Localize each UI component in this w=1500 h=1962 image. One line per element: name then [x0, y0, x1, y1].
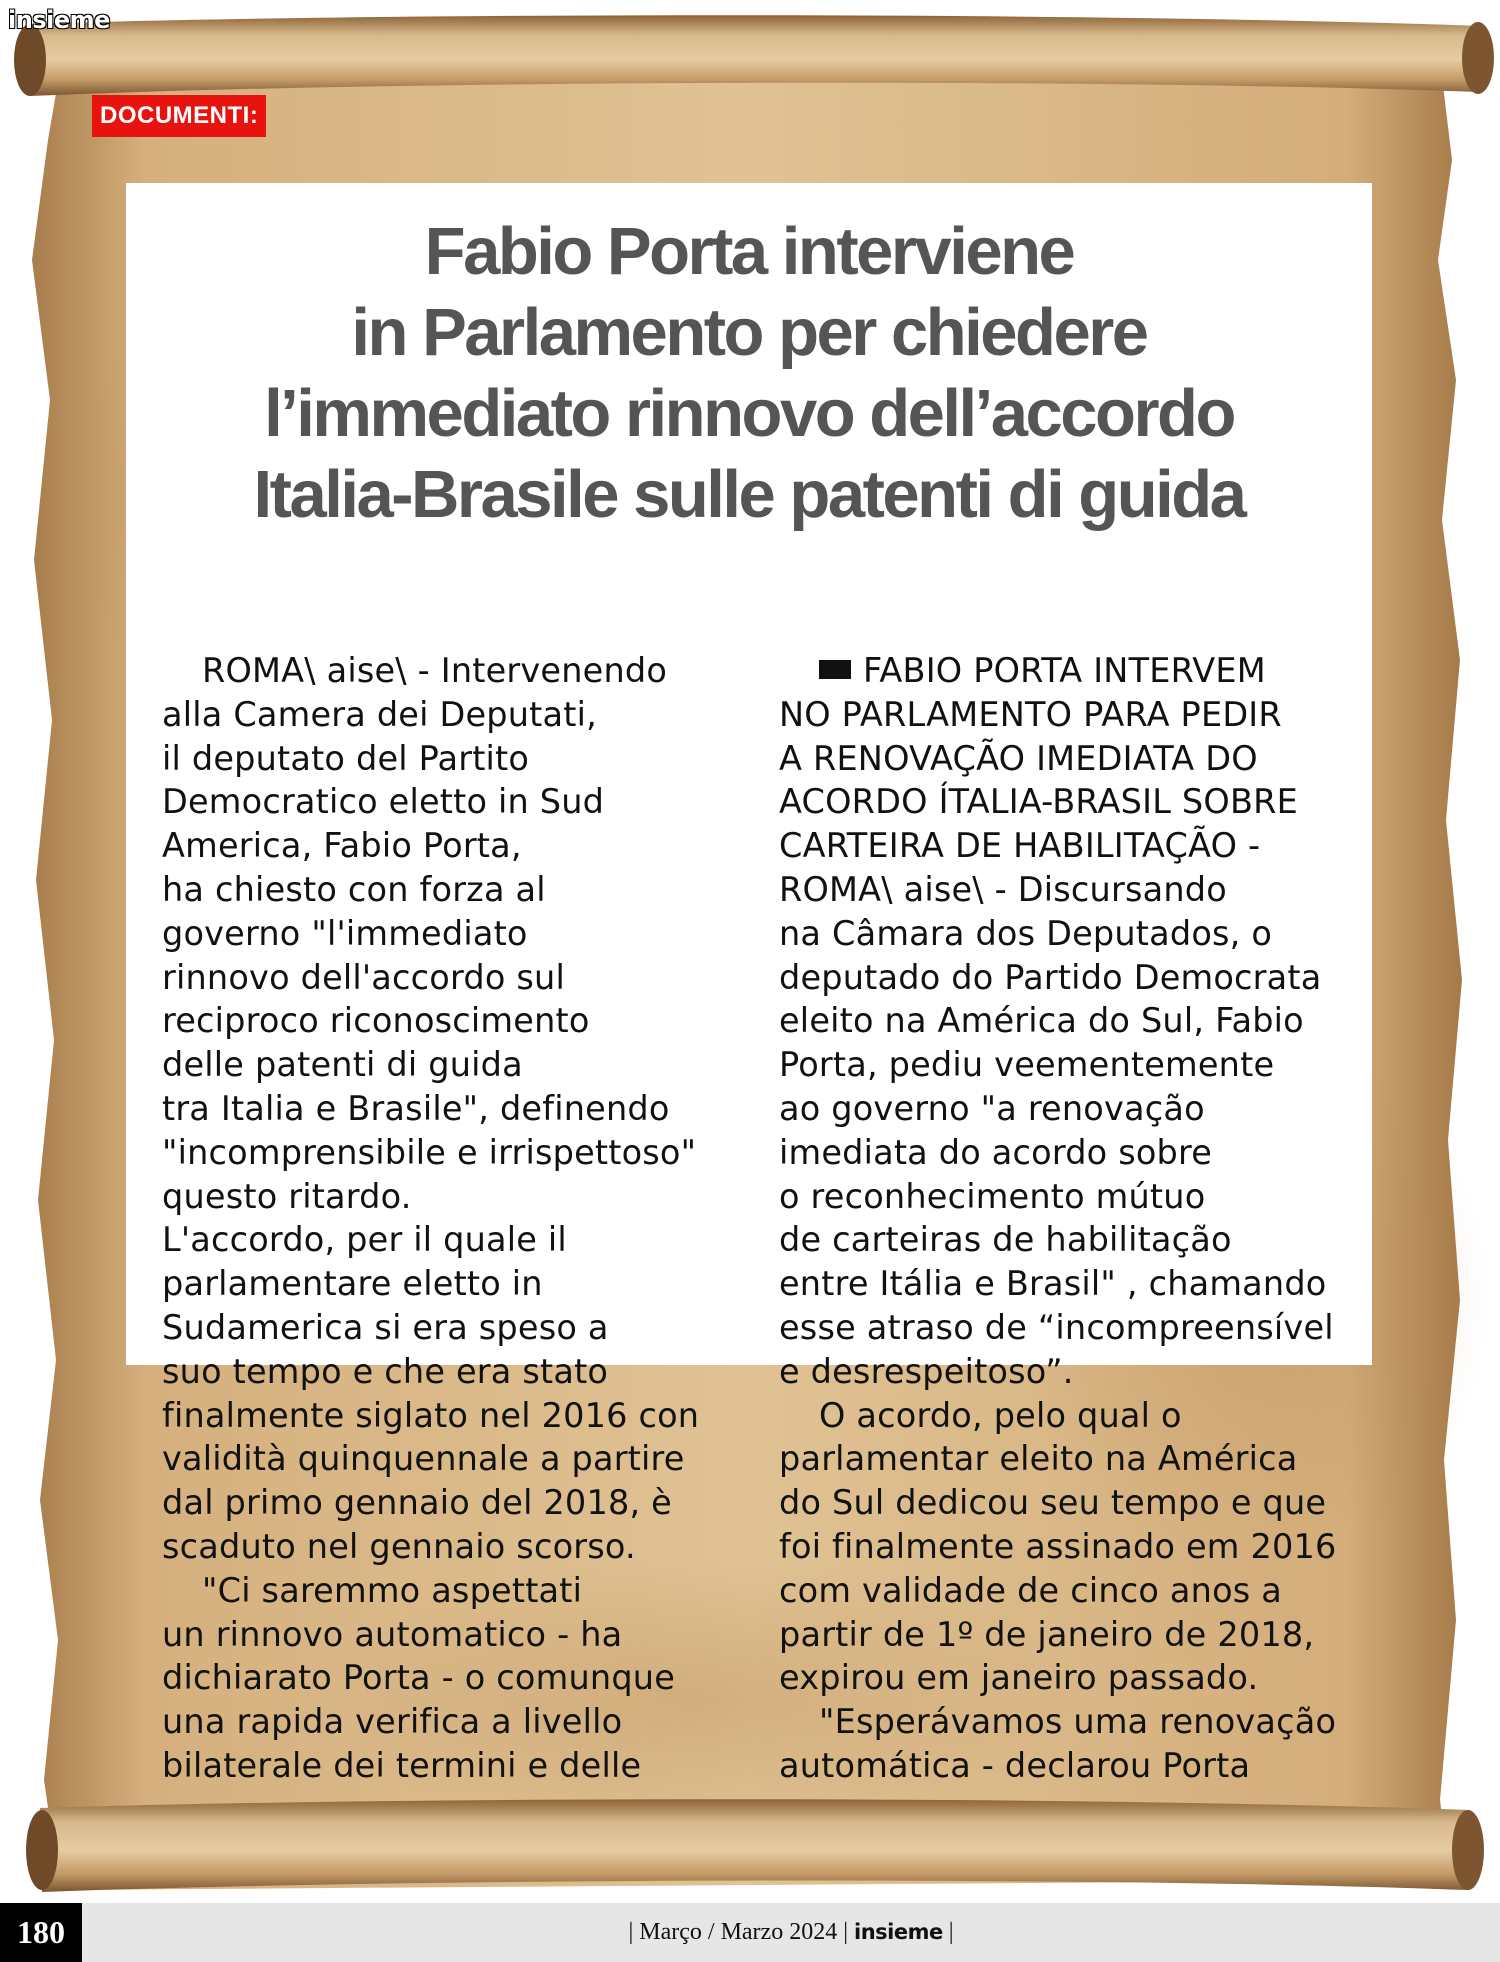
- article-line: [779, 824, 1349, 868]
- article-line-text: dal primo gennaio del 2018, è: [162, 1483, 672, 1523]
- article-line-text: O acordo, pelo qual o: [819, 1395, 1182, 1435]
- article-line: [779, 1656, 1349, 1700]
- article-line-text: rinnovo dell'accordo sul: [162, 957, 565, 997]
- article-line: [162, 649, 722, 693]
- article-line-text: de carteiras de habilitação: [779, 1220, 1232, 1260]
- article-line-text: ACORDO ÍTALIA-BRASIL SOBRE: [779, 782, 1298, 822]
- article-line-text: finalmente siglato nel 2016 con: [162, 1395, 700, 1435]
- article-headline: [126, 211, 1372, 535]
- article-line: [779, 912, 1349, 956]
- article-line: [779, 1394, 1349, 1438]
- article-line-text: dichiarato Porta - o comunque: [162, 1658, 676, 1698]
- article-line: [779, 1043, 1349, 1087]
- article-line: [779, 868, 1349, 912]
- article-line: [779, 780, 1349, 824]
- article-line: [779, 737, 1349, 781]
- article-line-text: ROMA\ aise\ - Discursando: [779, 869, 1227, 909]
- article-line-text: "incomprensibile e irrispettoso": [162, 1132, 697, 1172]
- article-line-text: com validade de cinco anos a: [779, 1570, 1283, 1610]
- article-line: [779, 1218, 1349, 1262]
- article-line-text: esse atraso de “incompreensível: [779, 1307, 1334, 1347]
- headline-line: in Parlamento per chiedere: [351, 295, 1147, 370]
- article-line-text: un rinnovo automatico - ha: [162, 1614, 623, 1654]
- square-bullet-icon: [819, 660, 851, 679]
- article-line-text: tra Italia e Brasile", definendo: [162, 1088, 670, 1128]
- article-line-text: governo "l'immediato: [162, 913, 528, 953]
- article-line: [162, 1525, 722, 1569]
- article-line-text: imediata do acordo sobre: [779, 1132, 1213, 1172]
- article-line: [779, 1569, 1349, 1613]
- article-line: [779, 1350, 1349, 1394]
- article-line: [779, 1744, 1349, 1788]
- article-line-text: e desrespeitoso”.: [779, 1351, 1074, 1391]
- footer-issue-line: [82, 1903, 1500, 1962]
- article-line-text: parlamentare eletto in: [162, 1264, 543, 1304]
- footer-issue-date: | Março / Marzo 2024 |: [628, 1919, 849, 1945]
- article-line: [162, 1656, 722, 1700]
- article-line-text: validità quinquennale a partire: [162, 1439, 685, 1479]
- article-line: [162, 999, 722, 1043]
- article-line: [779, 1613, 1349, 1657]
- article-line-text: il deputato del Partito: [162, 738, 530, 778]
- article-line: [779, 1131, 1349, 1175]
- article-line-text: ROMA\ aise\ - Intervenendo: [202, 651, 668, 690]
- article-line-text: Porta, pediu veementemente: [779, 1045, 1275, 1085]
- article-line: [779, 1481, 1349, 1525]
- footer-separator: |: [948, 1919, 954, 1945]
- article-line: [779, 1525, 1349, 1569]
- article-line: [779, 1306, 1349, 1350]
- article-column-italian: [162, 649, 722, 1788]
- article-line-text: alla Camera dei Deputati,: [162, 694, 597, 734]
- headline-line: Fabio Porta interviene: [424, 214, 1074, 289]
- article-line-text: eleito na América do Sul, Fabio: [779, 1001, 1304, 1041]
- article-line: [779, 693, 1349, 737]
- article-line: [162, 824, 722, 868]
- article-line: [779, 1262, 1349, 1306]
- article-line-text: una rapida verifica a livello: [162, 1702, 623, 1742]
- article-line-text: ha chiesto con forza al: [162, 869, 546, 909]
- article-line: [162, 1394, 722, 1438]
- article-line: [162, 1262, 722, 1306]
- article-line: [162, 1481, 722, 1525]
- article-line-text: America, Fabio Porta,: [162, 826, 522, 866]
- brand-logo-top: insieme: [8, 6, 110, 34]
- article-line-text: "Ci saremmo aspettati: [202, 1570, 583, 1610]
- section-tag: DOCUMENTI:: [92, 95, 266, 137]
- article-line: [162, 1306, 722, 1350]
- article-line: [779, 1087, 1349, 1131]
- article-line: [162, 868, 722, 912]
- article-line: [162, 780, 722, 824]
- footer-brand-logo: insieme: [854, 1920, 943, 1944]
- article-line: [162, 1218, 722, 1262]
- article-line-text: delle patenti di guida: [162, 1045, 523, 1085]
- article-line: [162, 912, 722, 956]
- article-line-text: automática - declarou Porta: [779, 1745, 1251, 1785]
- article-line: [779, 649, 1349, 693]
- headline-line: l’immediato rinnovo dell’accordo: [264, 376, 1234, 451]
- article-line-text: questo ritardo.: [162, 1176, 412, 1216]
- article-line-text: na Câmara dos Deputados, o: [779, 913, 1273, 953]
- article-line: [162, 1613, 722, 1657]
- article-line: [779, 1175, 1349, 1219]
- article-line: [162, 1131, 722, 1175]
- page-number: 180: [0, 1903, 82, 1962]
- article-line: [162, 737, 722, 781]
- article-line-text: A RENOVAÇÃO IMEDIATA DO: [779, 738, 1258, 778]
- article-panel: [126, 183, 1372, 1785]
- headline-line: Italia-Brasile sulle patenti di guida: [253, 457, 1245, 532]
- article-line: [162, 1043, 722, 1087]
- article-line-text: partir de 1º de janeiro de 2018,: [779, 1614, 1315, 1654]
- article-line-text: scaduto nel gennaio scorso.: [162, 1526, 636, 1566]
- article-line: [162, 1700, 722, 1744]
- article-line-text: L'accordo, per il quale il: [162, 1220, 567, 1260]
- article-line: [162, 1569, 722, 1613]
- article-line-text: suo tempo e che era stato: [162, 1351, 609, 1391]
- article-line-text: Sudamerica si era speso a: [162, 1307, 609, 1347]
- article-line: [162, 1175, 722, 1219]
- article-line: [779, 1700, 1349, 1744]
- article-line: [162, 1087, 722, 1131]
- article-line: [162, 693, 722, 737]
- article-line-text: entre Itália e Brasil" , chamando: [779, 1264, 1327, 1304]
- article-line: [162, 956, 722, 1000]
- article-line: [162, 1437, 722, 1481]
- article-line-text: NO PARLAMENTO PARA PEDIR: [779, 694, 1282, 734]
- article-line-text: ao governo "a renovação: [779, 1088, 1205, 1128]
- article-line-text: reciproco riconoscimento: [162, 1001, 590, 1041]
- article-line: [162, 1744, 722, 1788]
- article-line: [779, 999, 1349, 1043]
- article-line: [779, 956, 1349, 1000]
- article-line-text: CARTEIRA DE HABILITAÇÃO -: [779, 826, 1261, 866]
- article-line-text: do Sul dedicou seu tempo e que: [779, 1483, 1327, 1523]
- article-line-text: o reconhecimento mútuo: [779, 1176, 1206, 1216]
- article-line-text: parlamentar eleito na América: [779, 1439, 1298, 1479]
- article-line: [162, 1350, 722, 1394]
- article-line-text: "Esperávamos uma renovação: [819, 1702, 1337, 1742]
- article-line-text: FABIO PORTA INTERVEM: [863, 651, 1266, 690]
- article-line-text: Democratico eletto in Sud: [162, 782, 605, 822]
- article-line-text: bilaterale dei termini e delle: [162, 1745, 642, 1785]
- article-line: [779, 1437, 1349, 1481]
- article-line-text: expirou em janeiro passado.: [779, 1658, 1259, 1698]
- article-line-text: deputado do Partido Democrata: [779, 957, 1322, 997]
- article-line-text: foi finalmente assinado em 2016: [779, 1526, 1337, 1566]
- article-column-portuguese: [779, 649, 1349, 1788]
